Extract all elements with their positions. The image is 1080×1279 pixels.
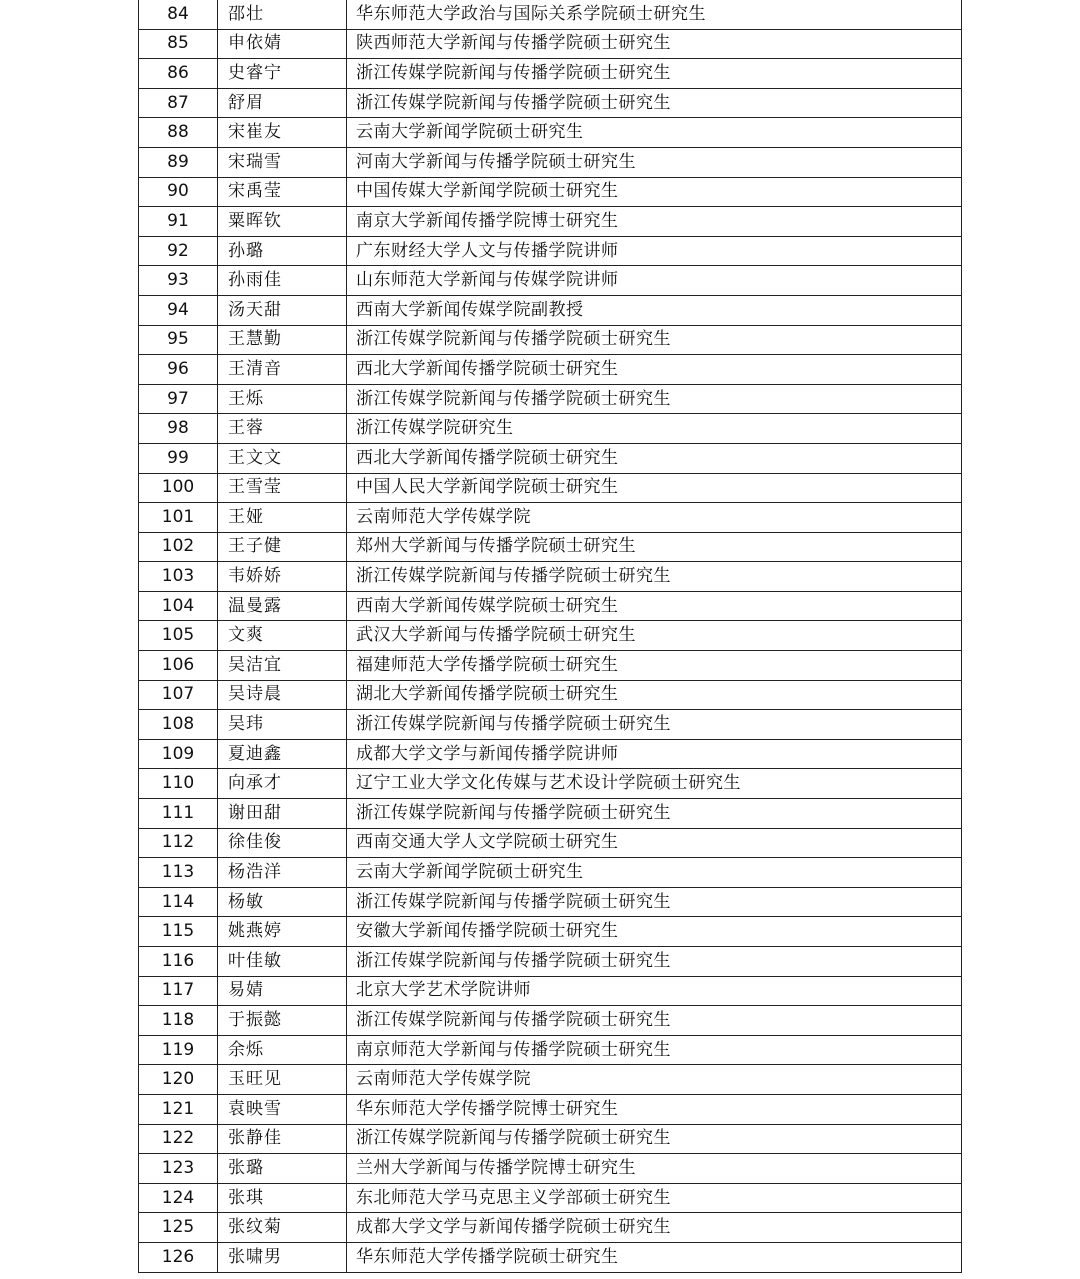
row-name: 吴诗晨	[218, 680, 347, 710]
row-number: 108	[139, 710, 218, 740]
row-number: 115	[139, 917, 218, 947]
row-name: 粟晖钦	[218, 207, 347, 237]
table-row	[139, 976, 962, 1006]
row-affiliation: 浙江传媒学院新闻与传播学院硕士研究生	[347, 947, 962, 977]
row-name: 吴玮	[218, 710, 347, 740]
table-row	[139, 1035, 962, 1065]
row-number: 109	[139, 739, 218, 769]
row-affiliation: 浙江传媒学院新闻与传播学院硕士研究生	[347, 799, 962, 829]
row-name: 史睿宁	[218, 59, 347, 89]
row-affiliation: 浙江传媒学院新闻与传播学院硕士研究生	[347, 1124, 962, 1154]
row-name: 王雪莹	[218, 473, 347, 503]
row-name: 宋瑞雪	[218, 147, 347, 177]
row-affiliation: 浙江传媒学院研究生	[347, 414, 962, 444]
row-affiliation: 北京大学艺术学院讲师	[347, 976, 962, 1006]
row-name: 谢田甜	[218, 799, 347, 829]
row-name: 王蓉	[218, 414, 347, 444]
table-row	[139, 59, 962, 89]
table-row	[139, 355, 962, 385]
row-affiliation: 云南师范大学传媒学院	[347, 1065, 962, 1095]
row-name: 孙雨佳	[218, 266, 347, 296]
table-row	[139, 1213, 962, 1243]
table-row	[139, 1183, 962, 1213]
table-row	[139, 887, 962, 917]
row-affiliation: 山东师范大学新闻与传媒学院讲师	[347, 266, 962, 296]
table-row	[139, 29, 962, 59]
row-number: 119	[139, 1035, 218, 1065]
row-affiliation: 安徽大学新闻传播学院硕士研究生	[347, 917, 962, 947]
row-name: 叶佳敏	[218, 947, 347, 977]
row-number: 94	[139, 295, 218, 325]
row-name: 王烁	[218, 384, 347, 414]
row-number: 100	[139, 473, 218, 503]
row-affiliation: 浙江传媒学院新闻与传播学院硕士研究生	[347, 710, 962, 740]
row-number: 118	[139, 1006, 218, 1036]
table-row	[139, 147, 962, 177]
table-row	[139, 710, 962, 740]
row-affiliation: 华东师范大学政治与国际关系学院硕士研究生	[347, 0, 962, 29]
row-name: 徐佳俊	[218, 828, 347, 858]
table-row	[139, 443, 962, 473]
table-row	[139, 414, 962, 444]
row-name: 舒眉	[218, 88, 347, 118]
table-row	[139, 1154, 962, 1184]
row-number: 98	[139, 414, 218, 444]
row-affiliation: 浙江传媒学院新闻与传播学院硕士研究生	[347, 325, 962, 355]
row-number: 89	[139, 147, 218, 177]
row-name: 余烁	[218, 1035, 347, 1065]
row-number: 117	[139, 976, 218, 1006]
row-affiliation: 兰州大学新闻与传播学院博士研究生	[347, 1154, 962, 1184]
table-row	[139, 177, 962, 207]
table-row	[139, 562, 962, 592]
table-row	[139, 1242, 962, 1272]
table-row	[139, 858, 962, 888]
row-number: 116	[139, 947, 218, 977]
row-affiliation: 中国传媒大学新闻学院硕士研究生	[347, 177, 962, 207]
row-name: 于振懿	[218, 1006, 347, 1036]
row-number: 104	[139, 591, 218, 621]
row-affiliation: 浙江传媒学院新闻与传播学院硕士研究生	[347, 887, 962, 917]
row-name: 张琪	[218, 1183, 347, 1213]
table-row	[139, 384, 962, 414]
row-affiliation: 西南大学新闻传媒学院副教授	[347, 295, 962, 325]
row-name: 汤天甜	[218, 295, 347, 325]
row-name: 张啸男	[218, 1242, 347, 1272]
table-row	[139, 799, 962, 829]
row-number: 112	[139, 828, 218, 858]
participant-table-body	[139, 0, 962, 1272]
row-number: 103	[139, 562, 218, 592]
row-affiliation: 云南大学新闻学院硕士研究生	[347, 118, 962, 148]
row-affiliation: 广东财经大学人文与传播学院讲师	[347, 236, 962, 266]
table-row	[139, 1124, 962, 1154]
row-number: 93	[139, 266, 218, 296]
row-affiliation: 中国人民大学新闻学院硕士研究生	[347, 473, 962, 503]
row-affiliation: 华东师范大学传播学院博士研究生	[347, 1094, 962, 1124]
row-number: 121	[139, 1094, 218, 1124]
row-affiliation: 河南大学新闻与传播学院硕士研究生	[347, 147, 962, 177]
row-number: 96	[139, 355, 218, 385]
table-row	[139, 295, 962, 325]
row-name: 吴洁宜	[218, 651, 347, 681]
row-name: 张璐	[218, 1154, 347, 1184]
row-number: 95	[139, 325, 218, 355]
row-number: 99	[139, 443, 218, 473]
row-number: 102	[139, 532, 218, 562]
row-name: 申依婧	[218, 29, 347, 59]
row-affiliation: 成都大学文学与新闻传播学院硕士研究生	[347, 1213, 962, 1243]
row-affiliation: 武汉大学新闻与传播学院硕士研究生	[347, 621, 962, 651]
row-number: 87	[139, 88, 218, 118]
row-affiliation: 郑州大学新闻与传播学院硕士研究生	[347, 532, 962, 562]
row-number: 105	[139, 621, 218, 651]
table-row	[139, 1006, 962, 1036]
row-affiliation: 南京大学新闻传播学院博士研究生	[347, 207, 962, 237]
row-name: 温曼露	[218, 591, 347, 621]
table-row	[139, 680, 962, 710]
row-affiliation: 南京师范大学新闻与传播学院硕士研究生	[347, 1035, 962, 1065]
row-number: 107	[139, 680, 218, 710]
row-affiliation: 浙江传媒学院新闻与传播学院硕士研究生	[347, 88, 962, 118]
row-name: 邵壮	[218, 0, 347, 29]
row-name: 王文文	[218, 443, 347, 473]
table-row	[139, 473, 962, 503]
row-affiliation: 浙江传媒学院新闻与传播学院硕士研究生	[347, 1006, 962, 1036]
row-affiliation: 陕西师范大学新闻与传播学院硕士研究生	[347, 29, 962, 59]
row-number: 84	[139, 0, 218, 29]
row-affiliation: 福建师范大学传播学院硕士研究生	[347, 651, 962, 681]
row-number: 90	[139, 177, 218, 207]
row-number: 111	[139, 799, 218, 829]
table-row	[139, 917, 962, 947]
table-row	[139, 118, 962, 148]
row-affiliation: 东北师范大学马克思主义学部硕士研究生	[347, 1183, 962, 1213]
row-name: 夏迪鑫	[218, 739, 347, 769]
row-number: 106	[139, 651, 218, 681]
table-row	[139, 266, 962, 296]
row-affiliation: 云南大学新闻学院硕士研究生	[347, 858, 962, 888]
row-name: 宋崔友	[218, 118, 347, 148]
row-name: 姚燕婷	[218, 917, 347, 947]
row-affiliation: 浙江传媒学院新闻与传播学院硕士研究生	[347, 384, 962, 414]
row-number: 110	[139, 769, 218, 799]
participant-table	[138, 0, 962, 1273]
row-number: 126	[139, 1242, 218, 1272]
table-row	[139, 207, 962, 237]
row-affiliation: 成都大学文学与新闻传播学院讲师	[347, 739, 962, 769]
row-name: 玉旺见	[218, 1065, 347, 1095]
row-number: 113	[139, 858, 218, 888]
row-number: 120	[139, 1065, 218, 1095]
row-name: 宋禹莹	[218, 177, 347, 207]
table-row	[139, 651, 962, 681]
row-number: 86	[139, 59, 218, 89]
row-affiliation: 湖北大学新闻传播学院硕士研究生	[347, 680, 962, 710]
row-name: 韦娇娇	[218, 562, 347, 592]
table-row	[139, 621, 962, 651]
row-number: 88	[139, 118, 218, 148]
row-name: 王清音	[218, 355, 347, 385]
row-name: 孙璐	[218, 236, 347, 266]
table-row	[139, 739, 962, 769]
row-name: 张纹菊	[218, 1213, 347, 1243]
row-name: 向承才	[218, 769, 347, 799]
row-affiliation: 华东师范大学传播学院硕士研究生	[347, 1242, 962, 1272]
table-row	[139, 591, 962, 621]
row-affiliation: 云南师范大学传媒学院	[347, 503, 962, 533]
table-row	[139, 88, 962, 118]
table-row	[139, 1065, 962, 1095]
row-name: 王慧勤	[218, 325, 347, 355]
table-row	[139, 947, 962, 977]
row-name: 文爽	[218, 621, 347, 651]
row-name: 袁映雪	[218, 1094, 347, 1124]
row-number: 123	[139, 1154, 218, 1184]
row-number: 122	[139, 1124, 218, 1154]
table-row	[139, 0, 962, 29]
table-row	[139, 325, 962, 355]
row-name: 杨浩洋	[218, 858, 347, 888]
row-name: 易婧	[218, 976, 347, 1006]
row-number: 125	[139, 1213, 218, 1243]
row-affiliation: 浙江传媒学院新闻与传播学院硕士研究生	[347, 562, 962, 592]
row-affiliation: 西北大学新闻传播学院硕士研究生	[347, 443, 962, 473]
row-affiliation: 西南大学新闻传媒学院硕士研究生	[347, 591, 962, 621]
row-number: 114	[139, 887, 218, 917]
row-number: 91	[139, 207, 218, 237]
row-affiliation: 西南交通大学人文学院硕士研究生	[347, 828, 962, 858]
row-number: 92	[139, 236, 218, 266]
table-row	[139, 828, 962, 858]
row-affiliation: 浙江传媒学院新闻与传播学院硕士研究生	[347, 59, 962, 89]
row-affiliation: 辽宁工业大学文化传媒与艺术设计学院硕士研究生	[347, 769, 962, 799]
row-number: 97	[139, 384, 218, 414]
table-row	[139, 532, 962, 562]
table-row	[139, 503, 962, 533]
row-number: 124	[139, 1183, 218, 1213]
row-name: 张静佳	[218, 1124, 347, 1154]
table-row	[139, 236, 962, 266]
row-name: 杨敏	[218, 887, 347, 917]
row-name: 王娅	[218, 503, 347, 533]
row-number: 85	[139, 29, 218, 59]
table-row	[139, 1094, 962, 1124]
row-name: 王子健	[218, 532, 347, 562]
table-row	[139, 769, 962, 799]
row-affiliation: 西北大学新闻传播学院硕士研究生	[347, 355, 962, 385]
row-number: 101	[139, 503, 218, 533]
